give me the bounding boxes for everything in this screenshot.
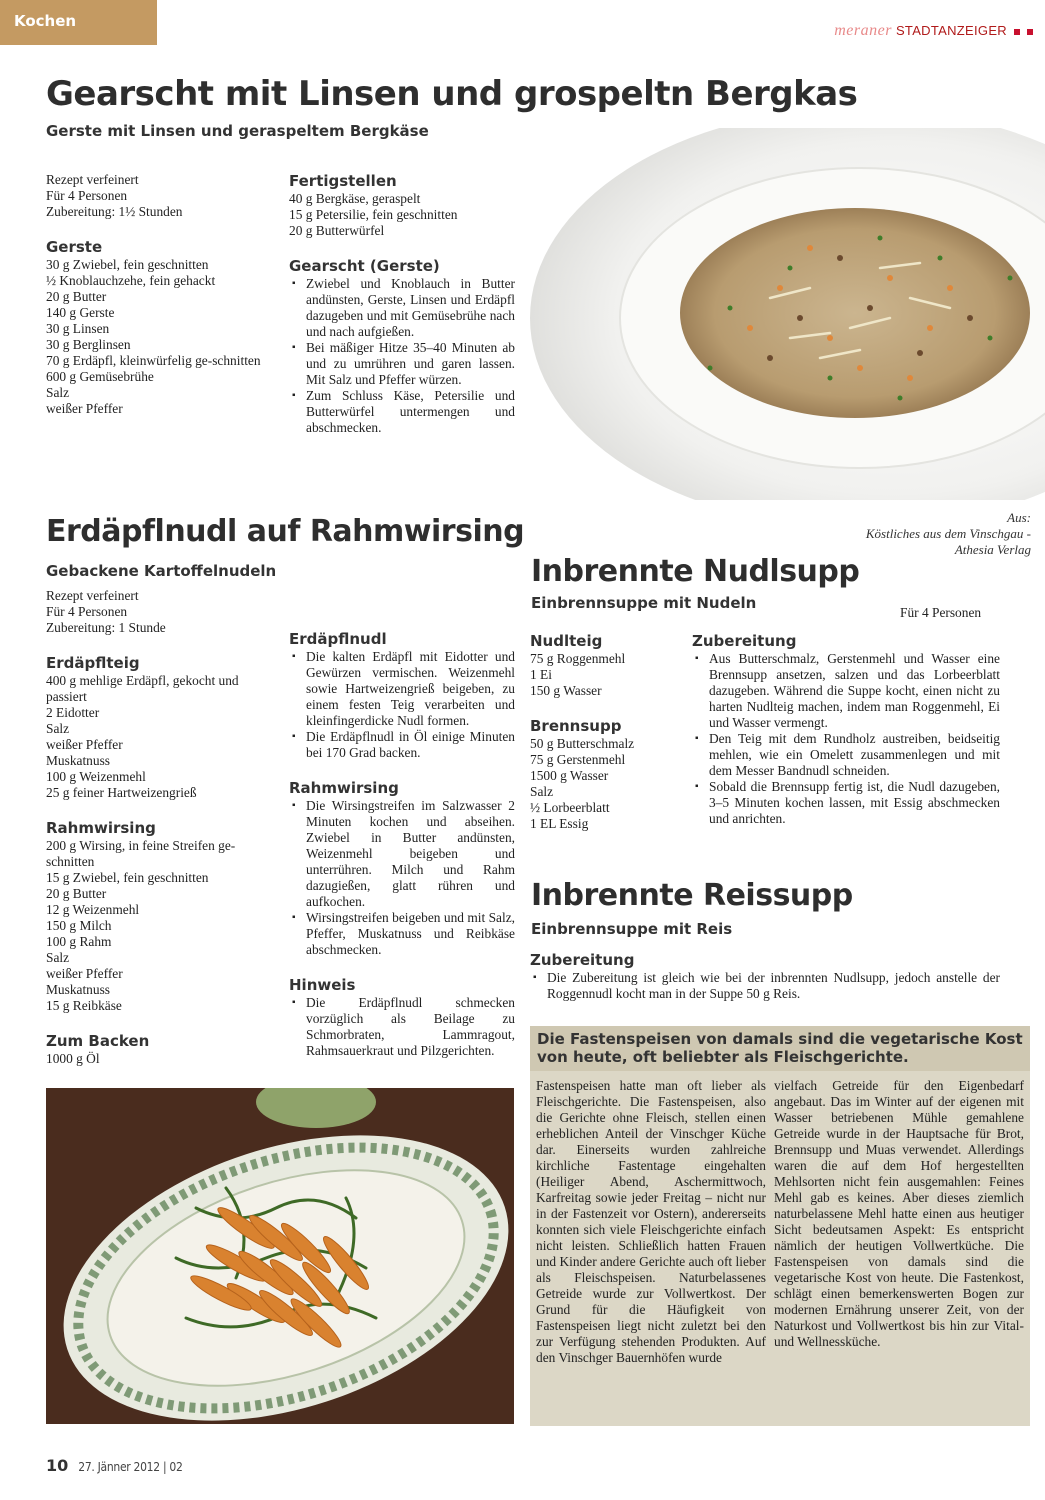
barley-dish-photo — [530, 128, 1045, 500]
brand-meraner: meraner — [834, 22, 892, 39]
step: ▪ Die Zubereitung ist gleich wie bei der inbrennten Nudlsupp, jedoch anstelle der Roggennudl kocht man in der Suppe 50 g Reis. — [530, 970, 1000, 1002]
steps-list — [289, 276, 515, 436]
ingredient: 200 g Wirsing, in feine Streifen ge-schnitten — [46, 838, 236, 869]
step: ▪ Die kalten Erdäpfl mit Eidotter und Gewürzen vermischen. Weizenmehl sowie Hartweizengrieß beigeben, zu einem festen Teig verarbeiten und kleinfingerdicke Nudl formen. — [289, 649, 515, 729]
ingredient: 2 Eidotter — [46, 705, 100, 720]
section-heading: Hinweis — [289, 976, 356, 994]
photo-credit — [866, 510, 1031, 558]
section-heading: Nudlteig — [530, 632, 603, 650]
recipe4-method — [530, 951, 1000, 1002]
meta-line: Für 4 Personen — [46, 188, 128, 203]
ingredient: 100 g Weizenmehl — [46, 769, 146, 784]
meta-line: Rezept verfeinert — [46, 172, 139, 187]
credit-line: Aus: — [1007, 510, 1031, 525]
step: ▪ Wirsingstreifen beigeben und mit Salz, Pfeffer, Muskatnuss und Reibkäse abschmecken. — [289, 910, 515, 958]
step: ▪ Aus Butterschmalz, Gerstenmehl und Wasser eine Brennsupp ansetzen, salzen und das Lorbeerblatt dazugeben. Während die Suppe kocht, einen nicht zu harten Nudlteig machen, indem man Roggenmehl, Ei und Wasser vermengt. — [692, 651, 1000, 731]
ingredient: weißer Pfeffer — [46, 401, 123, 416]
ingredient: 75 g Gerstenmehl — [530, 752, 626, 767]
ingredient: 30 g Linsen — [46, 321, 110, 336]
ingredient: 30 g Zwiebel, fein geschnitten — [46, 257, 209, 272]
steps-list — [692, 651, 1000, 827]
brand-square-icon — [1027, 29, 1033, 35]
ingredient: 20 g Butter — [46, 886, 107, 901]
brand-square-icon — [1014, 29, 1020, 35]
ingredient: 12 g Weizenmehl — [46, 902, 140, 917]
ingredient: Salz — [530, 784, 554, 799]
ingredient: 100 g Rahm — [46, 934, 112, 949]
step: ▪ Zwiebel und Knoblauch in Butter andünsten, Gerste, Linsen und Erdäpfl dazugeben und mit Gemüsebrühe nach und nach aufgießen. — [289, 276, 515, 340]
potato-noodles-photo — [46, 1088, 514, 1424]
section-heading: Erdäpflteig — [46, 654, 140, 672]
section-heading: Rahmwirsing — [46, 819, 156, 837]
ingredient: Muskatnuss — [46, 753, 110, 768]
recipe3-subtitle: Einbrennsuppe mit Nudeln — [531, 594, 757, 612]
ingredient: 75 g Roggenmehl — [530, 651, 626, 666]
section-heading: Gearscht (Gerste) — [289, 257, 440, 275]
ingredient: weißer Pfeffer — [46, 966, 123, 981]
ingredient: 30 g Berglinsen — [46, 337, 131, 352]
ingredient: 140 g Gerste — [46, 305, 115, 320]
section-heading: Erdäpflnudl — [289, 630, 387, 648]
step: ▪ Die Wirsingstreifen im Salzwasser 2 Minuten kochen und abseihen. Zwiebel in Butter andünsten, Weizenmehl beigeben und unterrühren. Milch und Rahm dazugießen, glatt rühren und aufkochen. — [289, 798, 515, 910]
ingredient: 15 g Zwiebel, fein geschnitten — [46, 870, 209, 885]
publication-logo — [834, 22, 1033, 40]
brand-stadtanzeiger: STADTANZEIGER — [895, 23, 1007, 38]
recipe1-method — [289, 172, 515, 436]
section-heading: Brennsupp — [530, 717, 622, 735]
page-number: 10 — [46, 1456, 69, 1475]
meta-line: Zubereitung: 1 Stunde — [46, 620, 166, 635]
ingredient: Salz — [46, 385, 70, 400]
ingredient: 15 g Petersilie, fein geschnitten — [289, 207, 458, 222]
meta-line: Zubereitung: 1½ Stunden — [46, 204, 183, 219]
steps-list — [530, 970, 1000, 1002]
recipe1-ingredients — [46, 172, 272, 417]
section-heading: Zubereitung — [530, 951, 635, 969]
ingredient: 50 g Butterschmalz — [530, 736, 635, 751]
step: ▪ Zum Schluss Käse, Petersilie und Butterwürfel untermengen und abschmecken. — [289, 388, 515, 436]
ingredient: 600 g Gemüsebrühe — [46, 369, 154, 384]
step: ▪ Die Erdäpflnudl in Öl einige Minuten bei 170 Grad backen. — [289, 729, 515, 761]
section-tab-label: Kochen — [14, 12, 77, 30]
steps-list — [289, 649, 515, 761]
recipe2-method — [289, 630, 515, 1059]
credit-line: Athesia Verlag — [954, 542, 1031, 557]
ingredient: Muskatnuss — [46, 982, 110, 997]
ingredient: 20 g Butter — [46, 289, 107, 304]
credit-line: Köstliches aus dem Vinschgau - — [865, 526, 1031, 541]
ingredient: 1 EL Essig — [530, 816, 589, 831]
ingredient: 150 g Wasser — [530, 683, 602, 698]
fasten-info-box — [530, 1026, 1030, 1426]
ingredient: ½ Knoblauchzehe, fein gehackt — [46, 273, 216, 288]
ingredient: Salz — [46, 721, 70, 736]
page-footer — [46, 1456, 183, 1475]
ingredient: 1500 g Wasser — [530, 768, 609, 783]
section-heading: Zubereitung — [692, 632, 797, 650]
ingredient: 25 g feiner Hartweizengrieß — [46, 785, 197, 800]
section-heading: Zum Backen — [46, 1032, 150, 1050]
recipe3-method — [692, 632, 1000, 827]
fasten-headline: Die Fastenspeisen von damals sind die vegetarische Kost von heute, oft beliebter als Fleischgerichte. — [530, 1026, 1030, 1071]
ingredient: 70 g Erdäpfl, kleinwürfelig ge-schnitten — [46, 353, 261, 368]
ingredient: ½ Lorbeerblatt — [530, 800, 610, 815]
recipe1-subtitle: Gerste mit Linsen und geraspeltem Bergkäse — [46, 122, 429, 140]
step: ▪ Die Erdäpflnudl schmecken vorzüglich als Beilage zu Schmorbraten, Lammragout, Rahmsauerkraut und Pilzgerichten. — [289, 995, 515, 1059]
section-tab — [0, 0, 157, 45]
ingredient: 150 g Milch — [46, 918, 112, 933]
meta-line: Für 4 Personen — [46, 604, 128, 619]
recipe2-subtitle: Gebackene Kartoffelnudeln — [46, 562, 277, 580]
step: ▪ Bei mäßiger Hitze 35–40 Minuten ab und zu umrühren und garen lassen. Mit Salz und Pfeffer würzen. — [289, 340, 515, 388]
recipe3-title: Inbrennte Nudlsupp — [531, 554, 860, 589]
ingredient: 15 g Reibkäse — [46, 998, 122, 1013]
meta-line: Rezept verfeinert — [46, 588, 139, 603]
ingredient: 1000 g Öl — [46, 1051, 100, 1066]
issue-date: 27. Jänner 2012 | 02 — [78, 1460, 183, 1474]
steps-list — [289, 995, 515, 1059]
recipe3-ingredients — [530, 632, 680, 832]
steps-list — [289, 798, 515, 958]
ingredient: 1 Ei — [530, 667, 552, 682]
recipe1-title: Gearscht mit Linsen und grospeltn Bergkas — [46, 74, 858, 114]
step: ▪ Sobald die Brennsupp fertig ist, die Nudl dazugeben, 3–5 Minuten kochen lassen, mit Essig abschmecken und anrichten. — [692, 779, 1000, 827]
recipe2-ingredients — [46, 588, 272, 1067]
ingredient: 400 g mehlige Erdäpfl, gekocht und passiert — [46, 673, 239, 704]
recipe4-title: Inbrennte Reissupp — [531, 878, 853, 913]
section-heading: Rahmwirsing — [289, 779, 399, 797]
section-heading: Gerste — [46, 238, 103, 256]
ingredient: 40 g Bergkäse, geraspelt — [289, 191, 421, 206]
section-heading: Fertigstellen — [289, 172, 397, 190]
recipe4-subtitle: Einbrennsuppe mit Reis — [531, 920, 733, 938]
step: ▪ Den Teig mit dem Rundholz austreiben, beidseitig mehlen, wie ein Omelett zusammenlegen und mit dem Messer Bandnudl schneiden. — [692, 731, 1000, 779]
recipe3-persons: Für 4 Personen — [900, 605, 982, 620]
fasten-column-1: Fastenspeisen hatte man oft lieber als Fleischgerichte. Die Fastenspeisen, also die Gerichte ohne Fleisch, stellen einen erheblichen Anteil der Vinschger Küche dar. Einerseits wurden zahlreiche kirchliche Fastentage eingehalten (Heiliger Abend, Aschermittwoch, Karfreitag sowie jeder Freitag – nicht nur in der Fastenzeit vor Ostern), andererseits konnten sich viele Fleischgerichte einfach nicht leisten. Schließlich hatten Frauen und Kinder andere Gerichte auch oft lieber als Fleischspeisen. Naturbelassenes Getreide wurde zur Vollwertkost. Der Grund für die Häufigkeit von Fastenspeisen liegt nicht zuletzt bei den zur Verfügung stehenden Produkten. Auf den Vinschger Bauernhöfen wurde — [536, 1078, 766, 1365]
fasten-column-2: vielfach Getreide für den Eigenbedarf angebaut. Das im Winter auf der eigenen mit Wasser betriebenen Mühle gemahlene Getreide wurde in der Hauptsache für Brot, Brennsupp und Muas verwendet. Allerdings waren die auf dem Hof hergestellten Mehlsorten nicht fein ausgemahlen: Feines Mehl gab es keines. Aber dieses ziemlich naturbelassene Mehl hatte einen aus heutiger Sicht bedeutsamen Aspekt: Es entspricht nämlich der heutigen Vollwertküche. Die Fastenspeisen von damals sind die vegetarische Kost von heute. Die Fastenkost, schlägt einen bemerkenswerten Bogen zur modernen Ernährung unserer Zeit, von der Naturkost und Vollwertkost bis hin zur Vital- und Wellnessküche. — [774, 1078, 1024, 1349]
ingredient: 20 g Butterwürfel — [289, 223, 385, 238]
ingredient: Salz — [46, 950, 70, 965]
ingredient: weißer Pfeffer — [46, 737, 123, 752]
recipe2-title: Erdäpflnudl auf Rahmwirsing — [46, 514, 525, 549]
